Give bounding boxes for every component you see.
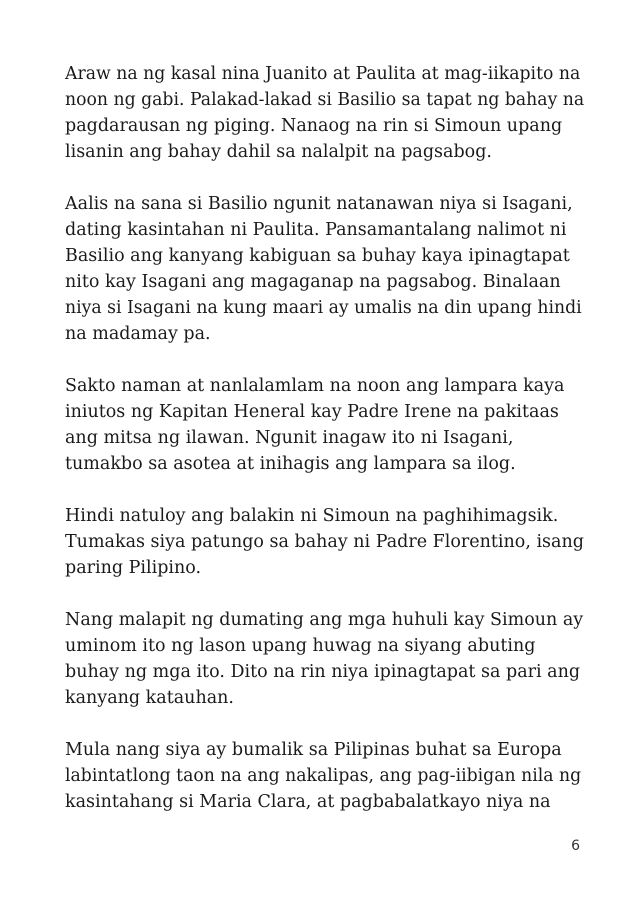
paragraph-5 <box>65 607 587 711</box>
paragraph-2 <box>65 191 587 347</box>
text-line: nito kay Isagani ang magaganap na pagsabog. Binalaan <box>65 272 561 292</box>
text-line: buhay ng mga ito. Dito na rin niya ipinagtapat sa pari ang <box>65 662 581 682</box>
text-line: kasintahang si Maria Clara, at pagbabalatkayo niya na <box>65 792 551 812</box>
text-line: Tumakas siya patungo sa bahay ni Padre Florentino, isang <box>65 532 584 552</box>
paragraph-1 <box>65 61 587 165</box>
text-line: dating kasintahan ni Paulita. Pansamantalang nalimot ni <box>65 220 567 240</box>
text-line: Sakto naman at nanlalamlam na noon ang lampara kaya <box>65 376 565 396</box>
body-text <box>65 61 587 841</box>
text-line: Mula nang siya ay bumalik sa Pilipinas buhat sa Europa <box>65 740 562 760</box>
text-line: Hindi natuloy ang balakin ni Simoun na paghihimagsik. <box>65 506 559 526</box>
text-line: noon ng gabi. Palakad-lakad si Basilio sa tapat ng bahay na <box>65 90 585 110</box>
text-line: na madamay pa. <box>65 324 211 344</box>
text-line: kanyang katauhan. <box>65 688 234 708</box>
paragraph-6 <box>65 737 587 815</box>
text-line: ang mitsa ng ilawan. Ngunit inagaw ito ni Isagani, <box>65 428 514 448</box>
text-line: Aalis na sana si Basilio ngunit natanawan niya si Isagani, <box>65 194 573 214</box>
text-line: iniutos ng Kapitan Heneral kay Padre Irene na pakitaas <box>65 402 559 422</box>
text-line: labintatlong taon na ang nakalipas, ang pag-iibigan nila ng <box>65 766 582 786</box>
text-line: Nang malapit ng dumating ang mga huhuli kay Simoun ay <box>65 610 584 630</box>
text-line: Basilio ang kanyang kabiguan sa buhay kaya ipinagtapat <box>65 246 570 266</box>
text-line: paring Pilipino. <box>65 558 202 578</box>
page-number: 6 <box>571 838 580 854</box>
text-line: lisanin ang bahay dahil sa nalalpit na pagsabog. <box>65 142 492 162</box>
text-line: niya si Isagani na kung maari ay umalis na din upang hindi <box>65 298 582 318</box>
text-line: Araw na ng kasal nina Juanito at Paulita at mag-iikapito na <box>65 64 581 84</box>
paragraph-3 <box>65 373 587 477</box>
text-line: uminom ito ng lason upang huwag na siyang abuting <box>65 636 536 656</box>
text-line: tumakbo sa asotea at inihagis ang lampara sa ilog. <box>65 454 516 474</box>
paragraph-4 <box>65 503 587 581</box>
text-line: pagdarausan ng piging. Nanaog na rin si Simoun upang <box>65 116 563 136</box>
